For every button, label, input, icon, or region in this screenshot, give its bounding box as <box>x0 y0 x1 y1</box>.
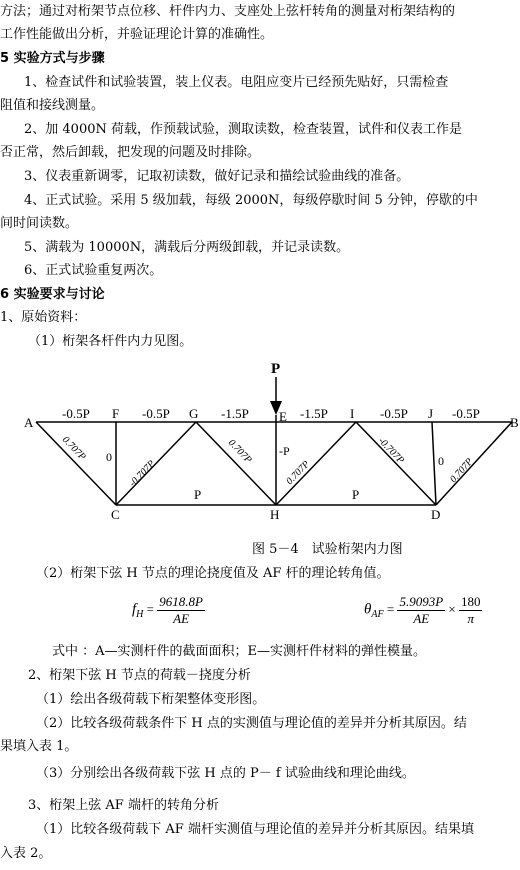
step-text: 1、检查试件和试验装置，装上仪表。电阻应变片已经预先贴好，只需检查 <box>24 75 449 90</box>
text-line: 阻值和接线测量。 <box>0 98 105 113</box>
section-heading: 5 实验方式与步骤 <box>0 51 105 66</box>
figure-caption: 图 5－4 试验桁架内力图 <box>252 542 403 557</box>
text-line: （3）分别绘出各级荷载下弦 H 点的 P－ f 试验曲线和理论曲线。 <box>36 766 415 781</box>
text-line: 间时间读数。 <box>0 216 79 231</box>
text-line: 否正常，然后卸载，把发现的问题及时排除。 <box>0 145 261 160</box>
member-force: 0.707P <box>59 434 88 463</box>
member-force: -0.5P <box>62 406 90 421</box>
node-label: I <box>350 406 355 421</box>
text-line: （1）比较各级荷载下 AF 端杆实测值与理论值的差异并分析其原因。结果填 <box>36 822 474 837</box>
member-force: P <box>194 487 202 502</box>
member-force: -1.5P <box>221 406 249 421</box>
member-force: -0.707P <box>375 435 406 467</box>
member-force: 0.707P <box>448 456 476 486</box>
member-force: P <box>352 487 360 502</box>
text-line: （1）桁架各杆件内力见图。 <box>28 334 193 349</box>
node-label: F <box>112 406 120 421</box>
member-force: -P <box>279 444 290 458</box>
member-force: -0.707P <box>127 458 158 490</box>
step-text: 5、满载为 10000N，满载后分两级卸载，并记录读数。 <box>24 240 350 255</box>
step-text: 4、正式试验。采用 5 级加载，每级 2000N，每级停歇时间 5 分钟，停歇的中 <box>24 193 478 208</box>
deflection-formula: $f_H$ = $\frac{9618.8P}{AE}$ <box>132 594 203 626</box>
text-line: （1）绘出各级荷载下桁架整体变形图。 <box>36 692 266 707</box>
node-label: A <box>24 415 34 430</box>
text-line: 工作性能做出分析，并验证理论计算的准确性。 <box>0 27 274 42</box>
member-force: 0 <box>438 454 444 468</box>
section-heading: 6 实验要求与讨论 <box>0 287 105 302</box>
node-label: C <box>111 507 120 522</box>
text-line: 果填入表 1。 <box>0 739 78 754</box>
member-force: -0.5P <box>380 406 408 421</box>
node-label: D <box>431 507 441 522</box>
text-line: （2）桁架下弦 H 节点的理论挠度值及 AF 杆的理论转角值。 <box>36 566 390 581</box>
text-line: 2、桁架下弦 H 节点的荷载－挠度分析 <box>28 668 251 683</box>
text-line: （2）比较各级荷载条件下 H 点的实测值与理论值的差异并分析其原因。结 <box>36 716 467 731</box>
node-label: G <box>189 406 199 421</box>
node-label: J <box>428 406 434 421</box>
node-label: B <box>510 415 519 430</box>
member-force: 0.707P <box>284 458 313 488</box>
member-force: -0.5P <box>142 406 170 421</box>
node-label: H <box>270 507 280 522</box>
text-line: 1、原始资料： <box>0 310 87 325</box>
text-line: 式中 ：A—实测杆件的截面面积；E—实测杆件材料的弹性模量。 <box>52 644 427 659</box>
text-line: 方法；通过对桁架节点位移、杆件内力、支座处上弦杆转角的测量对桁架结构的 <box>0 4 456 19</box>
rotation-formula: $\theta_{AF}$ = $\frac{5.9093P}{AE}$ × $\frac{180}{\pi}$ <box>364 594 481 626</box>
step-text: 3、仪表重新调零，记取初读数，做好记录和描绘试验曲线的准备。 <box>24 169 410 184</box>
truss-diagram <box>0 355 520 535</box>
node-label: E <box>279 409 287 424</box>
member-force: 0.707P <box>225 437 254 466</box>
member-force: -1.5P <box>300 406 328 421</box>
text-line: 3、桁架上弦 AF 端杆的转角分析 <box>28 798 219 813</box>
text-line: 入表 2。 <box>0 846 52 861</box>
member-force: -0.5P <box>452 406 480 421</box>
load-label: P <box>271 361 281 377</box>
step-text: 2、加 4000N 荷载，作预载试验，测取读数，检查装置，试件和仪表工作是 <box>24 122 462 137</box>
member-force: 0 <box>106 450 112 464</box>
step-text: 6、正式试验重复两次。 <box>24 263 163 278</box>
